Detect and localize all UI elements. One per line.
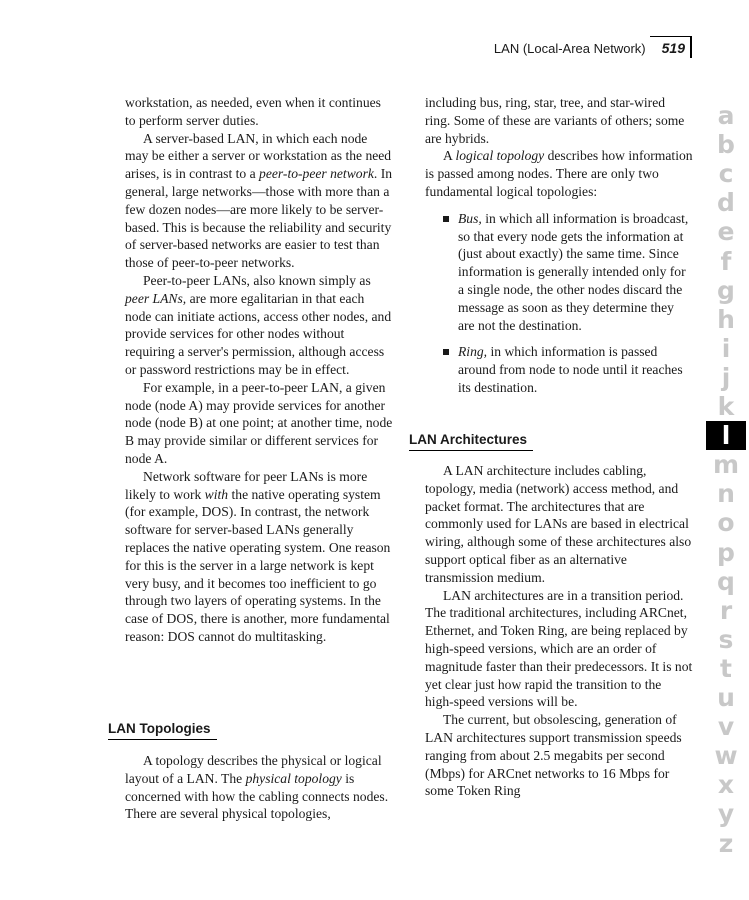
thumb-index-letter-n: n — [717, 479, 735, 509]
thumb-index-letter-b: b — [717, 130, 735, 160]
thumb-index-letter-e: e — [717, 217, 735, 247]
running-head — [494, 37, 689, 59]
thumb-index-letter-z: z — [718, 828, 734, 858]
thumb-index-letter-o: o — [717, 508, 735, 538]
paragraph: Peer-to-peer LANs, also known simply as peer LANs, are more egalitarian in that each node can initiate actions, access other nodes, and provide services for other nodes without requiring a server's permission, although access or password restrictions may be in effect. — [125, 272, 392, 377]
thumb-index-letter-p: p — [717, 537, 735, 567]
thumb-index-letter-r: r — [719, 595, 733, 625]
thumb-index-letter-w: w — [714, 741, 738, 771]
paragraph: including bus, ring, star, tree, and star-wired ring. Some of these are variants of others; some are hybrids. — [425, 95, 685, 146]
thumb-index-letter-g: g — [717, 275, 735, 305]
paragraph: Network software for peer LANs is more likely to work with the native operating system (for example, DOS). In contrast, the network software for server-based LANs generally replaces the native operating system. One reason for this is the server in a large network is kept very busy, and it becomes too inefficient to go through two layers of operating systems. In the case of DOS, there is another, more fundamental reason: DOS cannot do multitasking. — [125, 468, 391, 644]
thumb-index-letter-j: j — [721, 362, 731, 392]
thumb-index-letter-t: t — [720, 653, 732, 683]
paragraph: A logical topology describes how information is passed among nodes. There are only two fundamental logical topologies: — [425, 148, 693, 199]
bullet-marker — [443, 216, 449, 222]
thumb-index-letter-q: q — [717, 566, 735, 596]
paragraph: workstation, as needed, even when it continues to perform server duties. — [125, 95, 381, 128]
paragraph: A server-based LAN, in which each node may be either a server or workstation as the need arises, is in contrast to a peer-to-peer network. In general, large networks—those with more than a few dozen nodes—are more likely to be server-based. This is because the reliability and security of server-based networks are easier to test than those of peer-to-peer networks. — [125, 130, 393, 271]
right-column-continued — [425, 462, 693, 800]
left-column — [125, 94, 393, 646]
page-number: 519 — [661, 40, 685, 56]
paragraph: For example, in a peer-to-peer LAN, a given node (node A) may provide services for another node (node B) at one point; at another time, node B may provide similar or different services for node A. — [125, 379, 393, 466]
thumb-index-letter-h: h — [717, 304, 735, 334]
thumb-index-letter-c: c — [718, 159, 734, 189]
thumb-index-letter-s: s — [718, 624, 734, 654]
thumb-index-letter-l: l — [706, 421, 746, 450]
thumb-index-letter-u: u — [717, 683, 735, 712]
thumb-index-letter-f: f — [720, 246, 732, 276]
thumb-index-letter-d: d — [717, 188, 735, 218]
paragraph: LAN architectures are in a transition period. The traditional architectures, including ARCnet, Ethernet, and Token Ring, are being replaced by high-speed versions, which are an order of magnitude faster than their predecessors. It is not yet clear just how rapid the transition to the high-speed versions will be. — [425, 587, 693, 710]
thumb-index-letter-m: m — [712, 450, 740, 480]
list-item-ring: Ring, in which information is passed around from node to node until it reaches its destination. — [425, 343, 693, 396]
paragraph: A topology describes the physical or logical layout of a LAN. The physical topology is concerned with how the cabling connects nodes. There are several physical topologies, — [125, 753, 389, 822]
right-column — [425, 94, 693, 397]
running-head-title: LAN (Local-Area Network) — [493, 40, 646, 56]
section-heading-lan-topologies: LAN Topologies — [108, 721, 211, 738]
list-item-bus: Bus, in which all information is broadcast, so that every node gets the information at (just about exactly) the same time. Since information is generally intended only for a single node, the other nodes discard the message as soon as they determine they are not the destination. — [425, 210, 693, 335]
thumb-index-letter-y: y — [717, 799, 735, 829]
section-heading-lan-architectures: LAN Architectures — [409, 432, 527, 449]
thumb-index-letter-a: a — [717, 101, 735, 130]
paragraph: The current, but obsolescing, generation of LAN architectures support transmission speeds ranging from about 2.5 megabits per second (Mbps) for ARCnet networks to 16 Mbps for some Token Ring — [425, 712, 682, 799]
thumb-index-letter-x: x — [717, 770, 735, 800]
header-rule-horizontal — [650, 36, 692, 37]
bullet-marker — [443, 349, 449, 355]
thumb-index-letter-k: k — [717, 392, 735, 421]
paragraph: A LAN architecture includes cabling, topology, media (network) access method, and packet format. The architectures that are commonly used for LANs are based in electrical wiring, although some of these architectures also support optical fiber as an alternative transmission medium. — [425, 463, 692, 585]
thumb-index-letter-i: i — [721, 333, 731, 363]
left-column-continued — [125, 752, 393, 823]
thumb-index-letter-v: v — [717, 712, 735, 742]
header-rule-vertical — [690, 36, 692, 58]
